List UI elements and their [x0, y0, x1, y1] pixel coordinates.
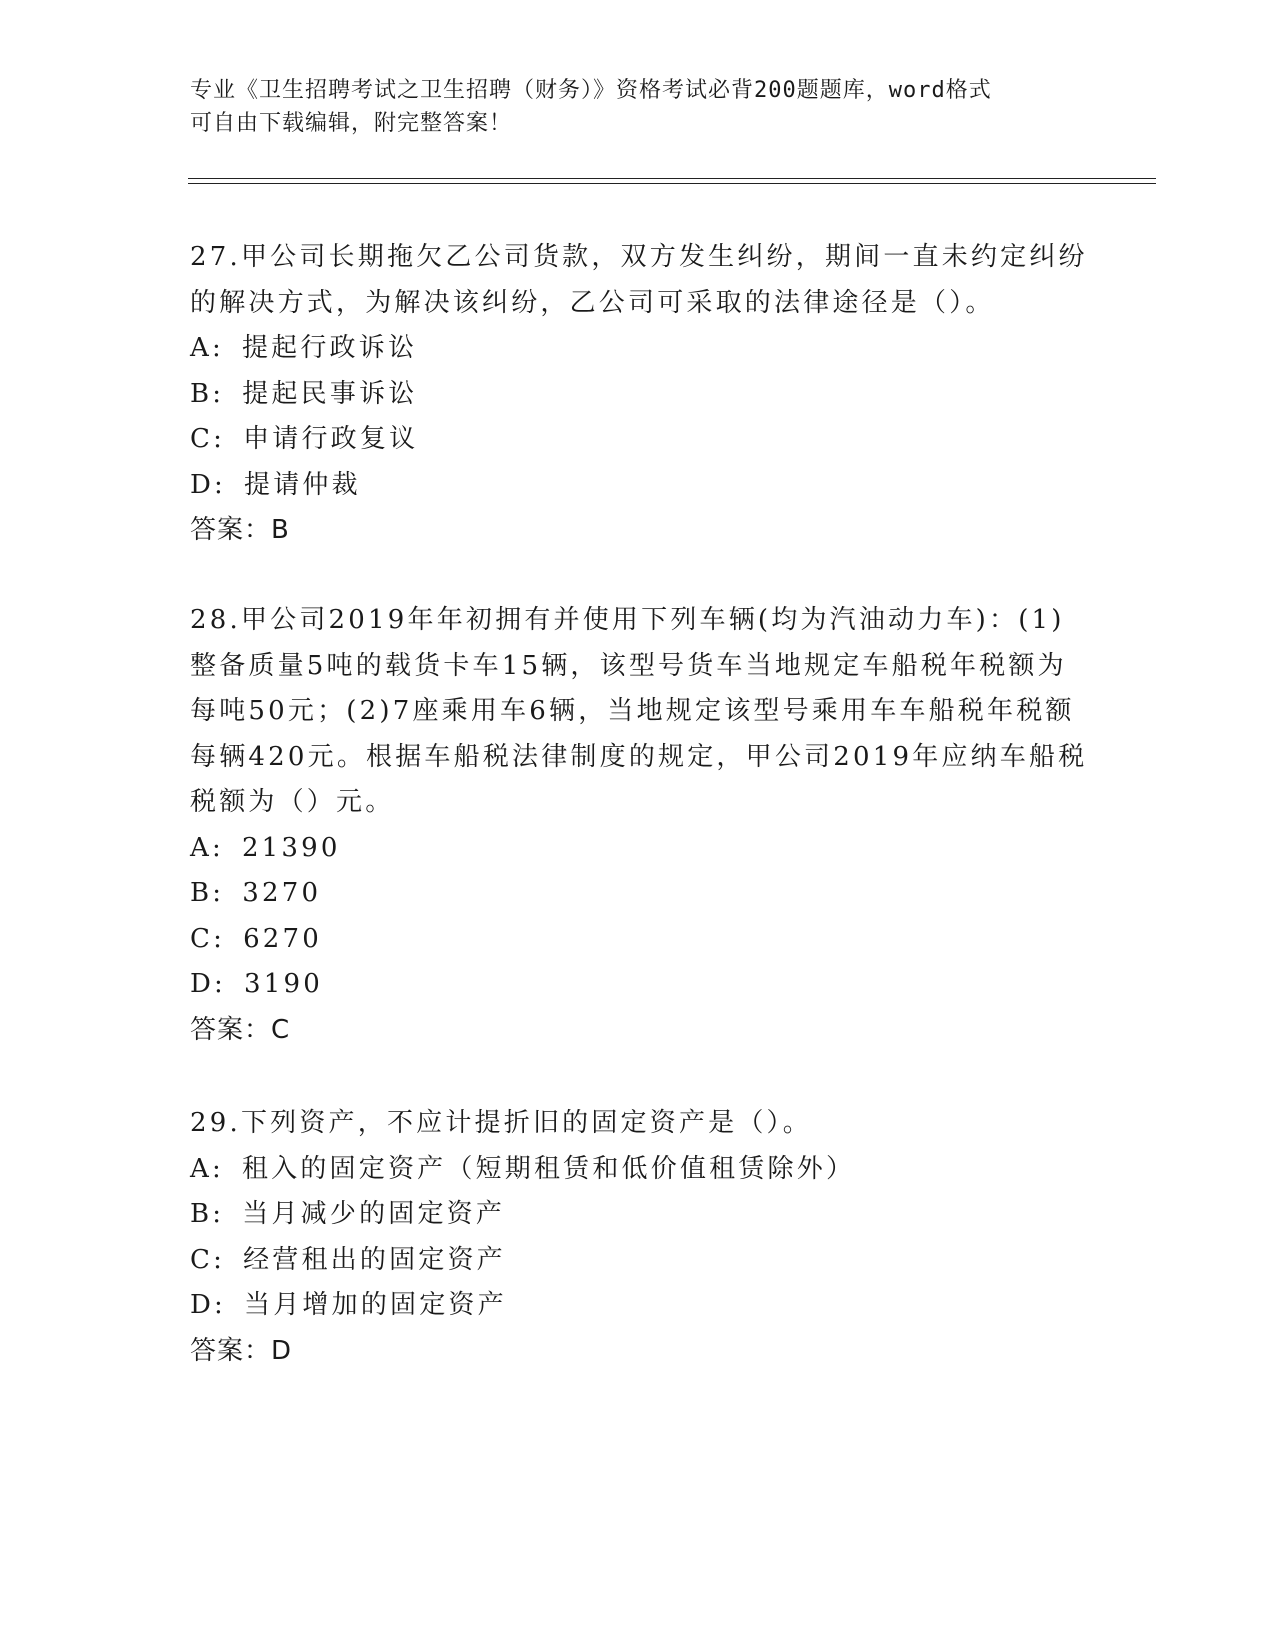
- option-a: [190, 1147, 1090, 1193]
- question-stem: 27.甲公司长期拖欠乙公司货款，双方发生纠纷，期间一直未约定纠纷的解决方式，为解决该纠纷，乙公司可采取的法律途径是（）。: [190, 242, 1088, 318]
- option-d: [190, 962, 1090, 1008]
- option-key: D:: [190, 1290, 227, 1320]
- option-b: [190, 1192, 1090, 1238]
- option-key: A:: [190, 832, 224, 863]
- option-text: 经营租出的固定资产: [243, 1244, 506, 1275]
- option-text: 当月减少的固定资产: [242, 1199, 506, 1229]
- option-a: [190, 326, 1090, 372]
- document-header: [190, 74, 1070, 140]
- option-text: 提起民事诉讼: [242, 378, 418, 409]
- option-text: 提起行政诉讼: [241, 333, 418, 363]
- option-text: 提请仲裁: [244, 469, 361, 500]
- header-divider-bottom: [188, 183, 1156, 184]
- option-d: [190, 463, 1090, 509]
- option-key: C:: [190, 424, 226, 454]
- option-text: 租入的固定资产（短期租赁和低价值租赁除外）: [241, 1153, 856, 1184]
- answer: 答案：B: [190, 515, 290, 545]
- option-key: C:: [190, 1244, 226, 1275]
- question-stem: 28.甲公司2019年年初拥有并使用下列车辆(均为汽油动力车)：(1)整备质量5吨的载货卡车15辆，该型号货车当地规定车船税年税额为每吨50元；(2)7座乘用车6辆，当地规定该型号乘用车车船税年税额每辆420元。根据车船税法律制度的规定，甲公司2019年应纳车船税税额为（）元。: [190, 605, 1088, 817]
- option-key: B:: [190, 378, 225, 409]
- option-text: 3270: [242, 878, 322, 908]
- question-stem: 29.下列资产，不应计提折旧的固定资产是（）。: [190, 1108, 812, 1138]
- option-text: 申请行政复议: [243, 424, 419, 454]
- answer: 答案：C: [190, 1014, 291, 1045]
- answer: 答案：D: [190, 1335, 293, 1366]
- option-a: [190, 826, 1090, 872]
- option-key: C:: [190, 923, 226, 954]
- option-key: B:: [190, 1199, 225, 1229]
- option-text: 6270: [243, 923, 323, 954]
- option-key: A:: [190, 333, 224, 363]
- option-key: B:: [190, 878, 225, 908]
- option-c: [190, 417, 1090, 463]
- option-b: [190, 372, 1090, 418]
- option-d: [190, 1283, 1090, 1329]
- option-text: 3190: [244, 969, 323, 999]
- question-28: [190, 598, 1090, 1053]
- question-29: [190, 1101, 1090, 1374]
- option-text: 当月增加的固定资产: [244, 1290, 507, 1320]
- option-c: [190, 917, 1090, 963]
- option-c: [190, 1238, 1090, 1284]
- option-b: [190, 871, 1090, 917]
- header-line-1: 专业《卫生招聘考试之卫生招聘（财务）》资格考试必背200题题库，word格式: [190, 78, 992, 103]
- option-key: A:: [190, 1153, 224, 1184]
- question-27: [190, 235, 1090, 554]
- header-line-2: 可自由下载编辑，附完整答案！: [190, 111, 513, 136]
- option-key: D:: [190, 969, 227, 999]
- option-key: D:: [190, 469, 227, 500]
- header-divider-top: [188, 178, 1156, 179]
- option-text: 21390: [241, 832, 341, 863]
